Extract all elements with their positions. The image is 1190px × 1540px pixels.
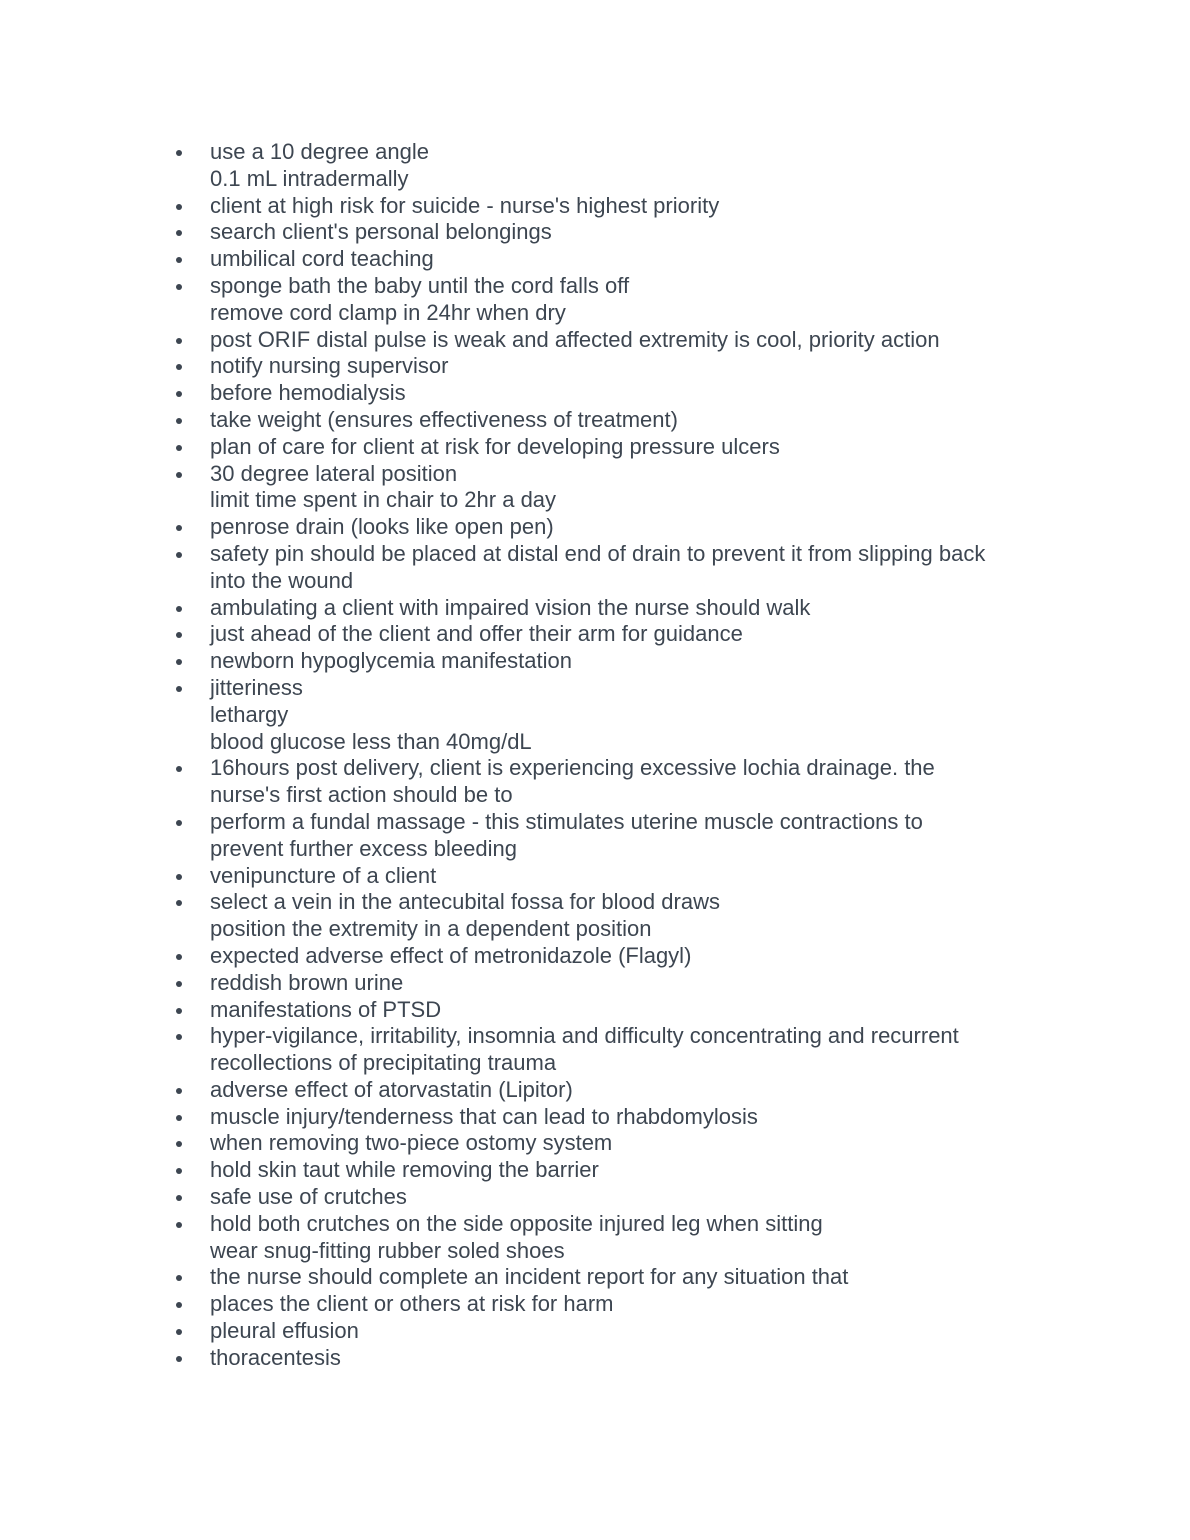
list-item <box>0 648 1190 675</box>
list-item-text: hold both crutches on the side opposite injured leg when sitting <box>210 1210 823 1236</box>
bullet-dot-icon <box>176 1034 182 1040</box>
list-item-text: search client's personal belongings <box>210 219 552 245</box>
bullet-dot-icon <box>176 981 182 987</box>
list-item-text: muscle injury/tenderness that can lead to rhabdomylosis <box>210 1103 758 1129</box>
bullet-dot-icon <box>176 900 182 906</box>
list-item-text: reddish brown urine <box>210 969 404 995</box>
list-item-text: notify nursing supervisor <box>210 353 449 379</box>
bullet-dot-icon <box>176 338 182 344</box>
bullet-dot-icon <box>176 525 182 531</box>
list-item-text: 0.1 mL intradermally <box>210 165 409 191</box>
notes-bullet-list <box>0 139 1190 1372</box>
bullet-dot-icon <box>176 1329 182 1335</box>
list-item-text: 16hours post delivery, client is experiencing excessive lochia drainage. the <box>210 755 935 781</box>
bullet-dot-icon <box>176 257 182 263</box>
list-item <box>0 327 1190 354</box>
bullet-dot-icon <box>176 391 182 397</box>
bullet-dot-icon <box>176 686 182 692</box>
list-item-text: places the client or others at risk for harm <box>210 1291 614 1317</box>
list-item-text: the nurse should complete an incident report for any situation that <box>210 1264 849 1290</box>
list-item-text: recollections of precipitating trauma <box>210 1050 557 1076</box>
list-item-text: before hemodialysis <box>210 380 406 406</box>
list-item <box>0 809 1190 863</box>
list-item <box>0 997 1190 1024</box>
list-item-text: ambulating a client with impaired vision the nurse should walk <box>210 594 811 620</box>
list-item-text: safe use of crutches <box>210 1184 407 1210</box>
list-item <box>0 755 1190 809</box>
list-item-text: position the extremity in a dependent position <box>210 916 652 942</box>
list-item <box>0 407 1190 434</box>
list-item-text: venipuncture of a client <box>210 862 437 888</box>
list-item-text: hyper-vigilance, irritability, insomnia and difficulty concentrating and recurrent <box>210 1023 959 1049</box>
bullet-dot-icon <box>176 659 182 665</box>
list-item <box>0 1184 1190 1211</box>
list-item-text: client at high risk for suicide - nurse's highest priority <box>210 192 720 218</box>
bullet-dot-icon <box>176 1302 182 1308</box>
list-item <box>0 1345 1190 1372</box>
list-item <box>0 246 1190 273</box>
bullet-dot-icon <box>176 1222 182 1228</box>
bullet-dot-icon <box>176 418 182 424</box>
list-item <box>0 863 1190 890</box>
list-item-text: plan of care for client at risk for developing pressure ulcers <box>210 433 780 459</box>
list-item-text: when removing two-piece ostomy system <box>210 1130 613 1156</box>
list-item <box>0 1104 1190 1131</box>
list-item-text: umbilical cord teaching <box>210 246 434 272</box>
list-item-text: into the wound <box>210 567 354 593</box>
list-item <box>0 514 1190 541</box>
bullet-dot-icon <box>176 1141 182 1147</box>
bullet-dot-icon <box>176 606 182 612</box>
list-item <box>0 1130 1190 1157</box>
list-item <box>0 1211 1190 1265</box>
list-item-text: jitteriness <box>210 674 303 700</box>
list-item-text: limit time spent in chair to 2hr a day <box>210 487 557 513</box>
bullet-dot-icon <box>176 552 182 558</box>
list-item-text: post ORIF distal pulse is weak and affected extremity is cool, priority action <box>210 326 940 352</box>
bullet-dot-icon <box>176 1088 182 1094</box>
list-item-text: 30 degree lateral position <box>210 460 458 486</box>
list-item <box>0 1318 1190 1345</box>
list-item <box>0 595 1190 622</box>
list-item <box>0 193 1190 220</box>
list-item <box>0 273 1190 327</box>
list-item-text: adverse effect of atorvastatin (Lipitor) <box>210 1076 573 1102</box>
list-item-text: thoracentesis <box>210 1344 341 1370</box>
list-item-text: remove cord clamp in 24hr when dry <box>210 299 566 325</box>
list-item-text: prevent further excess bleeding <box>210 835 517 861</box>
list-item <box>0 353 1190 380</box>
list-item-text: expected adverse effect of metronidazole (Flagyl) <box>210 942 692 968</box>
list-item <box>0 943 1190 970</box>
list-item-text: lethargy <box>210 701 289 727</box>
list-item <box>0 1291 1190 1318</box>
bullet-dot-icon <box>176 1168 182 1174</box>
list-item-text: nurse's first action should be to <box>210 782 513 808</box>
bullet-dot-icon <box>176 364 182 370</box>
list-item <box>0 541 1190 595</box>
list-item-text: sponge bath the baby until the cord falls off <box>210 272 630 298</box>
list-item-text: take weight (ensures effectiveness of treatment) <box>210 406 678 432</box>
bullet-dot-icon <box>176 150 182 156</box>
list-item <box>0 139 1190 193</box>
list-item <box>0 380 1190 407</box>
list-item <box>0 889 1190 943</box>
bullet-dot-icon <box>176 1195 182 1201</box>
list-item <box>0 621 1190 648</box>
list-item-text: just ahead of the client and offer their arm for guidance <box>210 621 743 647</box>
bullet-dot-icon <box>176 632 182 638</box>
list-item <box>0 1264 1190 1291</box>
list-item-text: perform a fundal massage - this stimulates uterine muscle contractions to <box>210 808 923 834</box>
list-item-text: safety pin should be placed at distal end of drain to prevent it from slipping back <box>210 540 986 566</box>
bullet-dot-icon <box>176 1115 182 1121</box>
list-item <box>0 1157 1190 1184</box>
bullet-dot-icon <box>176 1008 182 1014</box>
list-item <box>0 970 1190 997</box>
bullet-dot-icon <box>176 472 182 478</box>
list-item-text: newborn hypoglycemia manifestation <box>210 648 572 674</box>
list-item <box>0 461 1190 515</box>
list-item <box>0 434 1190 461</box>
list-item-text: penrose drain (looks like open pen) <box>210 514 554 540</box>
list-item-text: use a 10 degree angle <box>210 139 429 164</box>
bullet-dot-icon <box>176 954 182 960</box>
bullet-dot-icon <box>176 230 182 236</box>
list-item-text: pleural effusion <box>210 1318 359 1344</box>
bullet-dot-icon <box>176 874 182 880</box>
bullet-dot-icon <box>176 1356 182 1362</box>
list-item-text: select a vein in the antecubital fossa for blood draws <box>210 889 720 915</box>
list-item <box>0 675 1190 755</box>
bullet-dot-icon <box>176 204 182 210</box>
bullet-dot-icon <box>176 820 182 826</box>
list-item <box>0 1023 1190 1077</box>
bullet-dot-icon <box>176 284 182 290</box>
list-item-text: wear snug-fitting rubber soled shoes <box>210 1237 565 1263</box>
bullet-dot-icon <box>176 1275 182 1281</box>
bullet-dot-icon <box>176 445 182 451</box>
list-item-text: blood glucose less than 40mg/dL <box>210 728 532 754</box>
list-item <box>0 1077 1190 1104</box>
list-item-text: manifestations of PTSD <box>210 996 442 1022</box>
list-item <box>0 219 1190 246</box>
list-item-text: hold skin taut while removing the barrier <box>210 1157 599 1183</box>
bullet-dot-icon <box>176 766 182 772</box>
